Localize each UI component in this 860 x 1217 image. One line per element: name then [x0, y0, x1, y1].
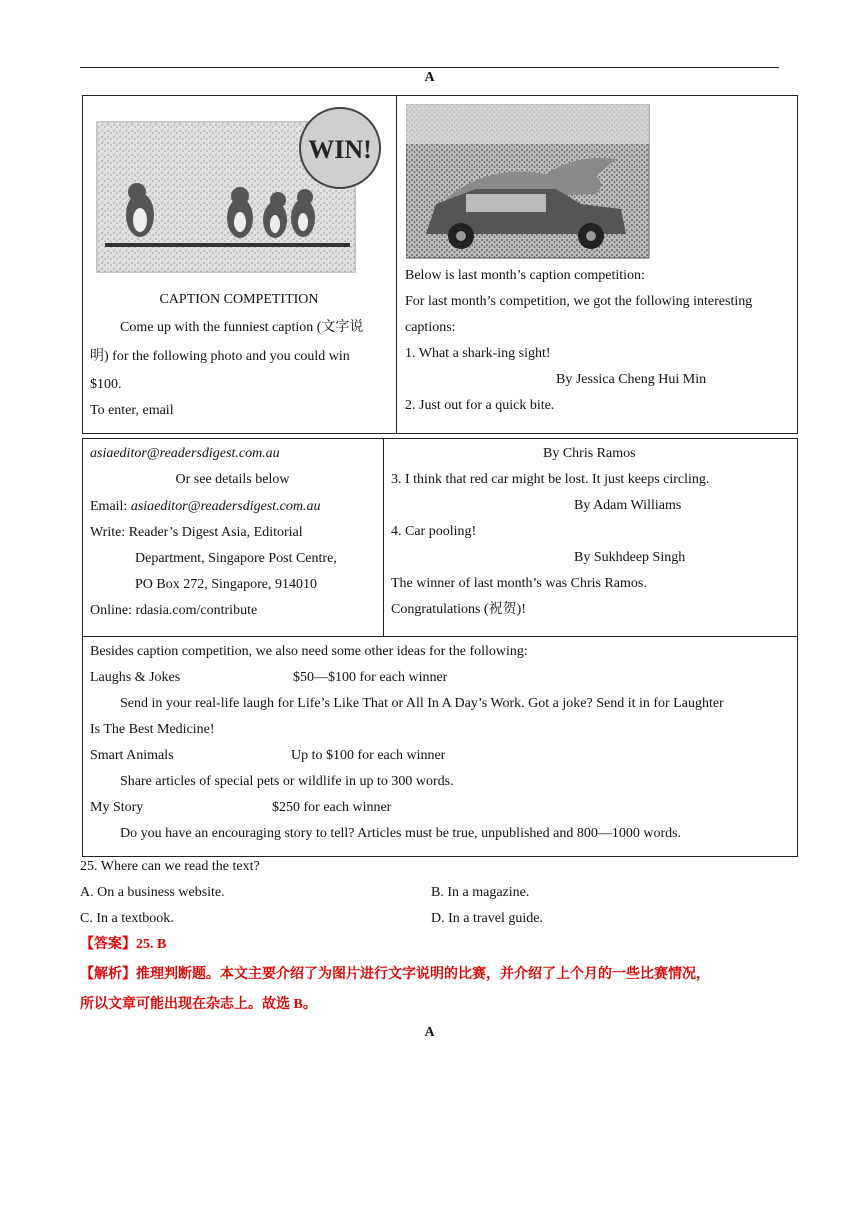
laughs-title: Laughs & Jokes — [90, 670, 181, 685]
caption-byline-williams: By Adam Williams — [574, 498, 682, 513]
animals-desc: Share articles of special pets or wildlife in up to 300 words. — [120, 774, 454, 789]
caption-competition-title: CAPTION COMPETITION — [159, 292, 319, 307]
ideas-intro: Besides caption competition, we also need some other ideas for the following: — [90, 644, 528, 659]
win-badge: WIN! — [308, 135, 372, 164]
contact-email-line — [90, 494, 321, 520]
option-d: D. In a travel guide. — [431, 911, 543, 926]
story-title: My Story — [90, 800, 144, 815]
option-c: C. In a textbook. — [80, 911, 174, 926]
left-body-1: Come up with the funniest caption (文字说 — [120, 320, 364, 335]
question-stem: 25. Where can we read the text? — [80, 859, 260, 874]
congratulations-line: Congratulations (祝贺)! — [391, 602, 526, 617]
section-letter-bottom: A — [424, 1025, 435, 1040]
contact-online: Online: rdasia.com/contribute — [90, 603, 258, 618]
bottom-table-row-rule — [82, 636, 798, 637]
laughs-desc-1: Send in your real-life laugh for Life’s Like That or All In A Day’s Work. Got a joke? Send it in for Laughter — [120, 696, 724, 711]
top-rule — [80, 67, 779, 68]
bottom-table-divider — [383, 438, 384, 636]
caption-byline-singh: By Sukhdeep Singh — [574, 550, 686, 565]
top-table-divider — [396, 95, 397, 434]
story-prize: $250 for each winner — [272, 800, 392, 815]
right-line-1: Below is last month’s caption competition: — [405, 268, 645, 283]
email-value: asiaeditor@readersdigest.com.au — [130, 499, 321, 514]
animals-title: Smart Animals — [90, 748, 174, 763]
left-body-2: 明) for the following photo and you could win — [90, 349, 350, 364]
animals-prize: Up to $100 for each winner — [291, 748, 446, 763]
contact-write-1: Write: Reader’s Digest Asia, Editorial — [90, 525, 303, 540]
email-label: Email: — [90, 499, 131, 514]
right-line-6: 2. Just out for a quick bite. — [405, 398, 555, 413]
analysis-line-2: 所以文章可能出现在杂志上。故选 B。 — [80, 997, 317, 1012]
caption-byline-ramos: By Chris Ramos — [543, 446, 636, 461]
contact-write-3: PO Box 272, Singapore, 914010 — [135, 577, 317, 592]
story-desc: Do you have an encouraging story to tell? Articles must be true, unpublished and 800—1000 words. — [120, 826, 682, 841]
right-line-5: By Jessica Cheng Hui Min — [556, 372, 707, 387]
right-line-3: captions: — [405, 320, 456, 335]
contact-write-2: Department, Singapore Post Centre, — [135, 551, 337, 566]
left-body-4: To enter, email — [90, 403, 174, 418]
option-b: B. In a magazine. — [431, 885, 530, 900]
analysis-line-1: 【解析】推理判断题。本文主要介绍了为图片进行文字说明的比赛，并介绍了上个月的一些比赛情况， — [80, 967, 710, 982]
caption-4: 4. Car pooling! — [391, 524, 477, 539]
option-a: A. On a business website. — [80, 885, 225, 900]
caption-3: 3. I think that red car might be lost. It just keeps circling. — [391, 472, 710, 487]
shark-car-photo — [406, 104, 651, 260]
birds-photo — [95, 100, 385, 280]
section-letter-top: A — [424, 70, 435, 85]
right-line-2: For last month’s competition, we got the following interesting — [405, 294, 753, 309]
answer-label: 【答案】25. B — [80, 937, 167, 952]
laughs-prize: $50—$100 for each winner — [293, 670, 448, 685]
contact-email-top: asiaeditor@readersdigest.com.au — [90, 446, 280, 461]
left-body-3: $100. — [90, 377, 122, 392]
laughs-desc-2: Is The Best Medicine! — [90, 722, 215, 737]
contact-or-see: Or see details below — [175, 472, 290, 487]
winner-line: The winner of last month’s was Chris Ramos. — [391, 576, 647, 591]
right-line-4: 1. What a shark-ing sight! — [405, 346, 551, 361]
